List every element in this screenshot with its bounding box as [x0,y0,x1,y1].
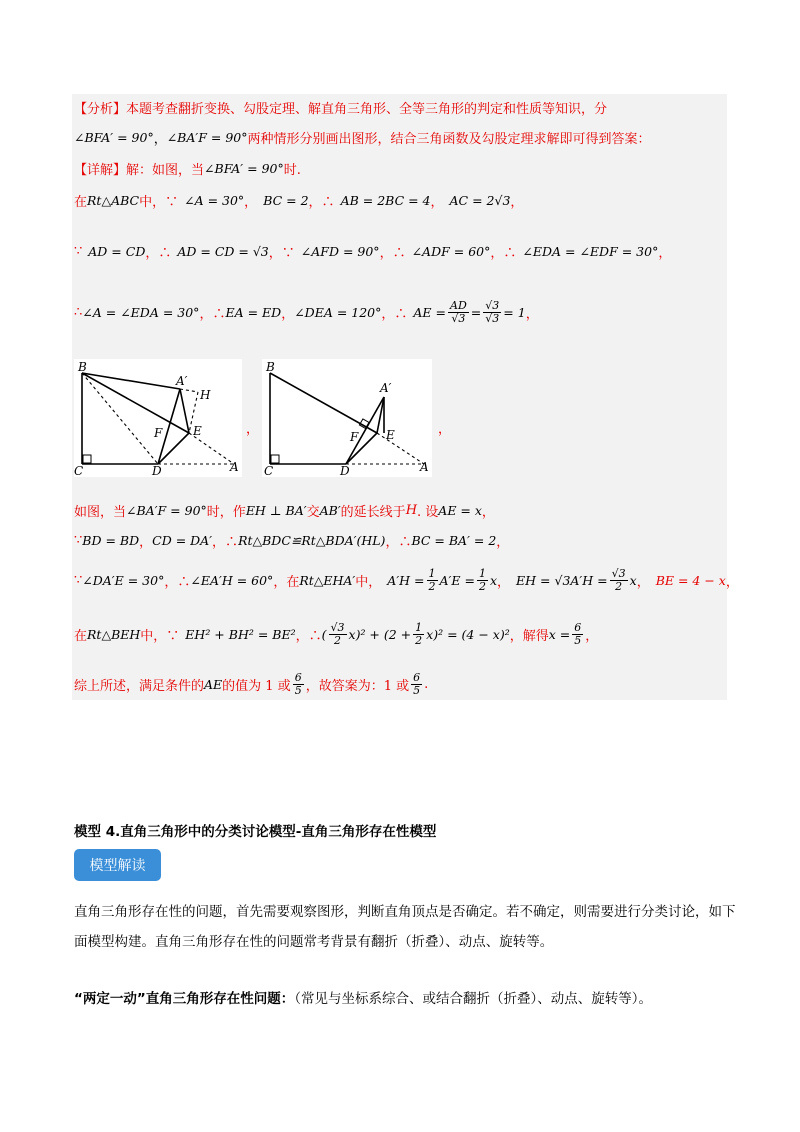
text: 如图，当 [74,505,127,520]
text: 时，作 [206,505,246,520]
denominator: 5 [574,634,582,647]
math-bc-ba: BC = BA′ = 2 [411,533,497,548]
math-result: = 1 [503,305,526,320]
numerator: 1 [478,567,486,580]
label-h: H [200,388,211,402]
label-e: E [386,428,395,442]
text: ，∴ [381,307,408,322]
fraction [427,568,438,593]
math-ea-ed: EA = ED [225,305,282,320]
text: ， [636,575,650,590]
label-a-prime: A′ [380,381,392,395]
math-h: H [405,503,418,518]
label-d: D [340,464,350,477]
denominator: 5 [294,684,302,697]
proof-line-7 [74,501,495,520]
figure-separator: ， [438,422,452,437]
math-angle-ba-f: ∠BA′F = 90° [126,503,207,518]
detail-line [74,159,301,178]
text: ， [658,246,672,261]
fraction [448,300,469,325]
math-angle-bfa: ∠BFA′ = 90° [74,130,154,145]
math-angle-a: ∠A = 30° [184,193,245,208]
text: ，在 [273,575,300,590]
numerator: 6 [574,621,582,634]
text: ， [496,535,510,550]
text: ， [525,307,539,322]
fraction [572,622,583,647]
numerator: AD [450,299,467,312]
text: ， [430,195,444,210]
text: ， [585,629,599,644]
math-condition-1: ∠BFA′ = 90° [204,161,284,176]
math-eh-perp: EH ⊥ BA′ [245,503,307,518]
analysis-text: 本题考查翻折变换、勾股定理、解直角三角形、全等三角形的判定和性质等知识，分 [126,102,608,117]
math-congruent: Rt△BDC≌Rt△BDA′(HL) [238,533,386,548]
text: 在 [74,629,88,644]
math-ae: AE = [413,305,447,320]
math-ae-eq: A′E = [439,573,475,588]
math-cd-da: CD = DA′ [152,533,213,548]
text: ，∴ [295,629,322,644]
math-ae-x: AE = x [438,503,482,518]
math-ab-prime: AB′ [319,503,341,518]
math-rt-eha: Rt△EHA′ [299,573,356,588]
numerator: 6 [294,671,302,684]
figure-case-1 [74,359,242,477]
text: ∴ [74,305,83,320]
text: ， [244,195,258,210]
math-rt-beh: Rt△BEH [87,627,141,642]
text: 中，∵ [140,629,180,644]
math-angle-dea: ∠DEA = 120° [294,305,382,320]
text: ，∴ [164,575,191,590]
fraction [293,672,304,697]
math-rt-abc: Rt△ABC [87,193,140,208]
denominator: 5 [413,684,421,697]
math-ah: A′H = [387,573,425,588]
numerator: √3 [611,567,626,580]
analysis-line-2 [74,128,651,147]
math-paren: ( [321,627,327,642]
numerator: 1 [428,567,436,580]
math-expr: x)² = (4 − x)² [426,627,510,642]
text: . 设 [417,505,439,520]
math-eh: EH = √3A′H = [516,573,608,588]
proof-line-8 [74,531,509,550]
fraction [610,568,628,593]
math-angle-a-eda: ∠A = ∠EDA = 30° [82,305,200,320]
math-be: BE = 4 − x [655,573,726,588]
math-angle-eda: ∠EDA = ∠EDF = 30° [522,244,659,259]
proof-line-10 [74,622,598,647]
text: ，∴ [145,246,172,261]
label-f: F [350,430,359,444]
text: ，∴ [385,535,412,550]
detail-tag: 【详解】 [74,163,127,178]
denominator: √3 [485,312,500,325]
math-ac: AC = 2√3 [449,193,511,208]
detail-end: 时. [283,163,301,178]
text: ，解得 [509,629,549,644]
separator: ， [153,132,167,147]
text: ，故答案为：1 或 [305,679,410,694]
text: ， [281,307,295,322]
text: 交 [306,505,320,520]
numerator: √3 [485,299,500,312]
label-d: D [152,464,162,477]
text: ，∴ [379,246,406,261]
text: 的延长线于 [340,505,406,520]
text: . [424,677,429,692]
denominator: 2 [478,580,486,593]
text: ∵ [74,533,83,548]
label-a: A [420,460,429,474]
text: 在 [74,195,88,210]
text: ，∴ [490,246,517,261]
fraction [477,568,488,593]
proof-line-5 [74,242,671,261]
text: 的值为 1 或 [222,679,291,694]
text: ，∴ [212,535,239,550]
text: ，∴ [308,195,335,210]
math-bc: BC = 2 [263,193,309,208]
text: ， [510,195,524,210]
denominator: 2 [415,634,423,647]
subheading: “两定一动”直角三角形存在性问题： [74,991,295,1007]
label-a-prime: A′ [176,374,188,388]
text: ，∴ [199,307,226,322]
fraction [411,672,422,697]
numerator: 1 [415,621,423,634]
math-angle-dae: ∠DA′E = 30° [82,573,165,588]
math-pythagoras: EH² + BH² = BE² [185,627,296,642]
label-a: A [230,460,239,474]
math-ad-cd: AD = CD [88,244,146,259]
math-ad-cd-root3: AD = CD = √3 [177,244,269,259]
fraction [413,622,424,647]
text: ∵ [74,573,83,588]
math-angle-afd: ∠AFD = 90° [300,244,380,259]
math-x-eq: x = [548,627,571,642]
section-paragraph-2 [74,984,738,1014]
math-angle-eah: ∠EA′H = 60° [190,573,274,588]
analysis-tag: 【分析】 [74,102,127,117]
text: ， [139,535,153,550]
denominator: √3 [451,312,466,325]
label-c: C [264,464,274,477]
proof-line-9 [74,568,739,593]
label-e: E [193,424,202,438]
math-expr: x)² + (2 + [348,627,412,642]
label-f: F [154,426,163,440]
math-ae-label: AE [204,677,223,692]
numerator: √3 [330,621,345,634]
numerator: 6 [413,671,421,684]
math-x: x [489,573,498,588]
figure-case-2 [262,359,432,477]
text: 综上所述，满足条件的 [74,679,205,694]
denominator: 2 [615,580,623,593]
text: 中， [355,575,382,590]
text: ， [497,575,511,590]
label-c: C [74,464,84,477]
math-angle-adf: ∠ADF = 60° [411,244,491,259]
analysis-line-1 [74,98,607,117]
text: ， [481,505,495,520]
proof-line-4 [74,191,523,210]
denominator: 2 [334,634,341,647]
equals: = [470,305,482,320]
label-b: B [266,360,275,374]
fraction [483,300,501,325]
conclusion-line [74,672,428,697]
section-heading: 模型 4.直角三角形中的分类讨论模型-直角三角形存在性模型 [74,824,437,840]
section-paragraph: 直角三角形存在性的问题，首先需要观察图形，判断直角顶点是否确定。若不确定，则需要进行分类讨论，如下面模型构建。直角三角形存在性的问题常考背景有翻折（折叠）、动点、旋转等。 [74,904,736,950]
analysis-text-2: 两种情形分别画出图形，结合三角函数及勾股定理求解即可得到答案： [247,132,651,147]
text: ， [725,575,739,590]
detail-text: 解：如图，当 [126,163,205,178]
text: ∵ [74,244,83,259]
fraction [329,622,347,647]
text: 中，∵ [139,195,179,210]
math-ab: AB = 2BC = 4 [340,193,431,208]
text: ，∵ [268,246,295,261]
subheading-note: （常见与坐标系综合、或结合翻折（折叠）、动点、旋转等）。 [294,991,652,1007]
denominator: 2 [428,580,436,593]
math-angle-baf: ∠BA′F = 90° [166,130,248,145]
math-x: x [629,573,637,588]
model-interpretation-badge: 模型解读 [74,849,161,881]
math-bd: BD = BD [82,533,140,548]
label-b: B [78,360,87,374]
figure-separator: ， [246,422,260,437]
proof-line-6 [74,300,539,325]
